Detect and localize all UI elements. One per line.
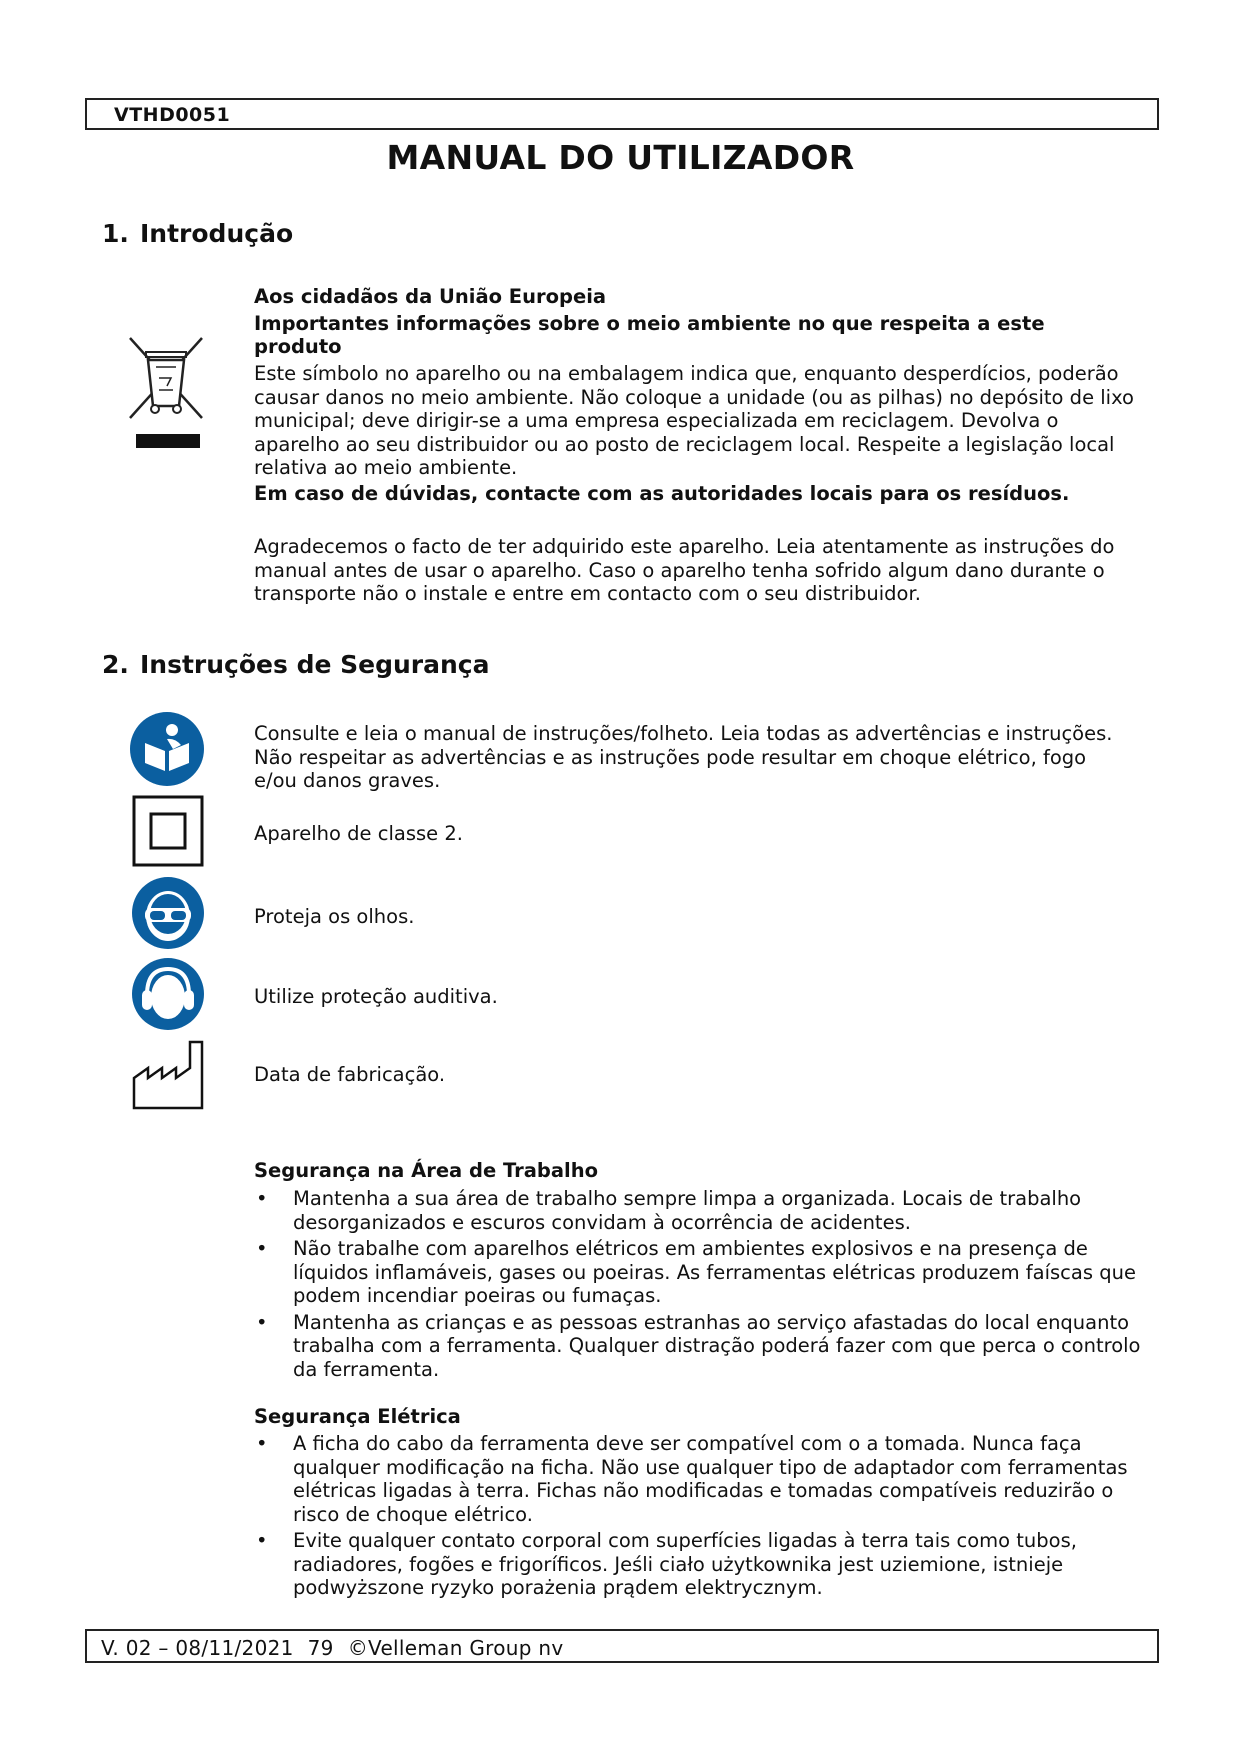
bullet-icon: • [256, 1529, 268, 1552]
list-item-text: Mantenha as crianças e as pessoas estranhas ao serviço afastadas do local enquanto trabalha com a ferramenta. Qualquer distração poderá fazer com que perca o controlo da ferramenta. [293, 1310, 1141, 1381]
list-item-text: Não trabalhe com aparelhos elétricos em ambientes explosivos e na presença de líquidos inflamáveis, gases ou poeiras. As ferramentas elétricas produzem faíscas que podem incendiar poeiras ou fumaças. [293, 1237, 1136, 1307]
crossed-out-wheelie-bin-icon [126, 334, 208, 456]
eye-protection-text: Proteja os olhos. [254, 905, 415, 928]
weee-disposal-text: Este símbolo no aparelho ou na embalagem indica que, enquanto desperdícios, poderão causar danos no meio ambiente. Não coloque a unidade (ou as pilhas) no depósito de lixo municipal; deve dirigir-se a uma empresa especializada em reciclagem. Devolva o aparelho ao seu distribuidor ou ao posto de reciclagem local. Respeite a legislação local relativa ao meio ambiente. [254, 362, 1134, 479]
list-item [254, 1311, 1154, 1382]
eye-protection-icon [131, 876, 205, 950]
footer-copyright: ©Velleman Group nv [347, 1636, 564, 1660]
bullet-icon: • [256, 1237, 268, 1260]
bullet-icon: • [256, 1310, 268, 1334]
list-item-text: Evite qualquer contato corporal com superfícies ligadas à terra tais como tubos, radiadores, fogões e frigoríficos. Jeśli ciało użytkownika jest uziemione, istnieje podwyższone ryzyko porażenia prądem elektrycznym. [293, 1529, 1077, 1599]
header-box [85, 98, 1159, 130]
list-item [254, 1432, 1154, 1526]
section-1-number: 1. [102, 219, 129, 248]
bullet-icon: • [256, 1432, 268, 1455]
eu-citizens-title: Aos cidadãos da União Europeia [254, 285, 607, 308]
list-item [254, 1529, 1154, 1600]
product-code: VTHD0051 [114, 104, 231, 126]
manufacture-date-icon [132, 1040, 206, 1110]
list-item [254, 1237, 1154, 1308]
section-1-heading [102, 219, 293, 248]
list-item-text: A ficha do cabo da ferramenta deve ser compatível com o a tomada. Nunca faça qualquer modificação na ficha. Não use qualquer tipo de adaptador com ferramentas elétricas ligadas à terra. Fichas não modificadas e tomadas compatíveis reduzirão o risco de choque elétrico. [293, 1432, 1128, 1526]
bullet-icon: • [256, 1187, 268, 1210]
electrical-safety-heading: Segurança Elétrica [254, 1405, 461, 1428]
section-2-title: Instruções de Segurança [140, 650, 490, 679]
read-manual-text: Consulte e leia o manual de instruções/folheto. Leia todas as advertências e instruções. Não respeitar as advertências e as instruções pode resultar em choque elétrico, fogo e/ou danos graves. [254, 722, 1113, 792]
section-1-title: Introdução [140, 219, 294, 248]
page-title: MANUAL DO UTILIZADOR [386, 138, 855, 177]
class-2-text: Aparelho de classe 2. [254, 822, 463, 845]
read-manual-icon [129, 711, 205, 787]
footer [101, 1636, 578, 1660]
section-2-number: 2. [102, 650, 129, 679]
list-item-text: Mantenha a sua área de trabalho sempre limpa a organizada. Locais de trabalho desorganizados e escuros convidam à ocorrência de acidentes. [293, 1187, 1082, 1234]
hearing-protection-text: Utilize proteção auditiva. [254, 985, 498, 1008]
manufacture-date-text: Data de fabricação. [254, 1063, 446, 1086]
environment-info-title: Importantes informações sobre o meio ambiente no que respeita a este produto [254, 312, 1045, 358]
footer-page-number: 79 [307, 1636, 334, 1660]
hearing-protection-icon [131, 957, 205, 1031]
electrical-safety-list [254, 1432, 1154, 1603]
local-authorities-note: Em caso de dúvidas, contacte com as autoridades locais para os resíduos. [254, 482, 1070, 505]
class-2-icon [132, 795, 204, 867]
footer-version: V. 02 – 08/11/2021 [101, 1636, 294, 1660]
section-2-heading [102, 650, 490, 679]
work-area-safety-list [254, 1187, 1154, 1384]
thank-you-text: Agradecemos o facto de ter adquirido este aparelho. Leia atentamente as instruções do manual antes de usar o aparelho. Caso o aparelho tenha sofrido algum dano durante o transporte não o instale e entre em contacto com o seu distribuidor. [254, 535, 1115, 605]
work-area-safety-heading: Segurança na Área de Trabalho [254, 1159, 598, 1182]
list-item [254, 1187, 1154, 1234]
